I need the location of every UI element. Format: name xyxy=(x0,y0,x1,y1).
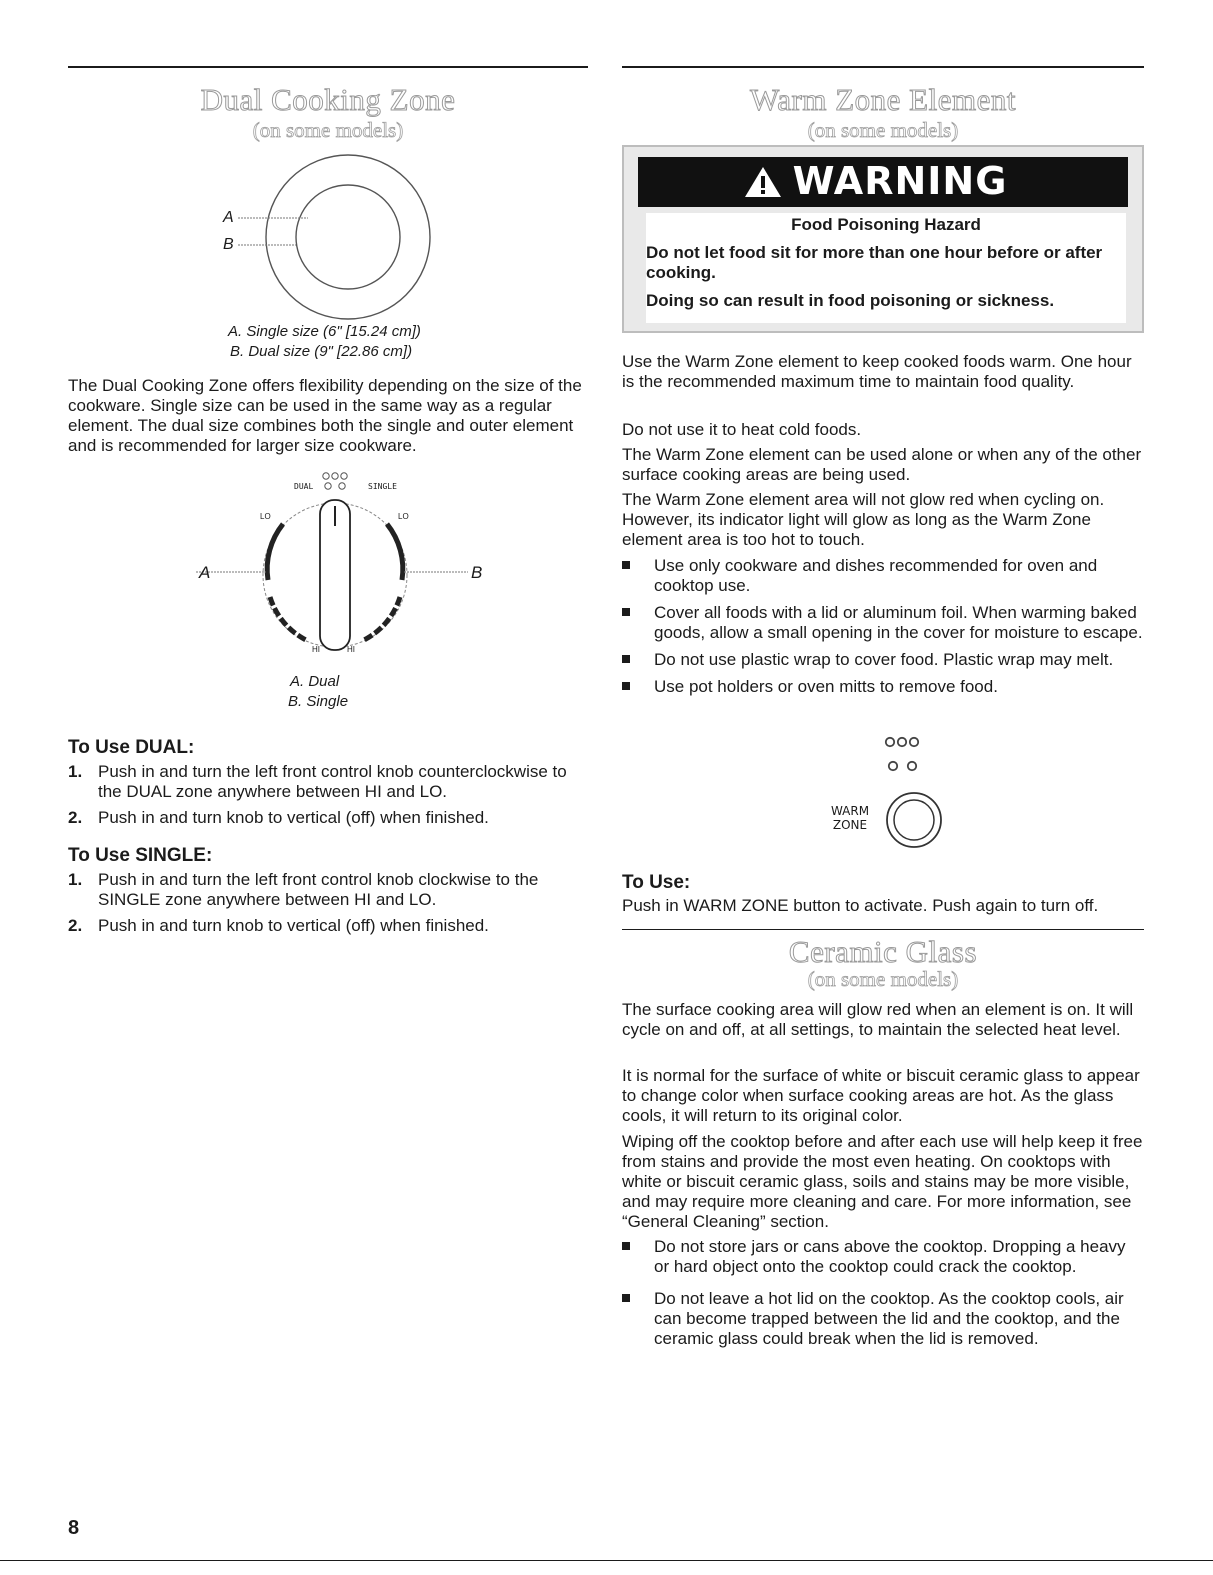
use-single-heading: To Use SINGLE: xyxy=(68,845,213,866)
warm-zone-figure xyxy=(872,734,952,854)
warm-zone-title: Warm Zone Element xyxy=(750,82,1016,117)
fig1-caption-a: A. Single size (6" [15.24 cm]) xyxy=(228,323,421,340)
section-divider xyxy=(622,929,1144,930)
section-divider xyxy=(622,66,1144,68)
footer-rule xyxy=(0,1560,1213,1561)
indicator-light-icon xyxy=(323,473,347,489)
warning-line-2: Doing so can result in food poisoning or sickness. xyxy=(646,291,1055,310)
warning-banner xyxy=(638,157,1128,207)
fig2-label-b: B xyxy=(471,563,483,582)
warm-paragraph-2: Do not use it to heat cold foods. xyxy=(622,420,862,439)
inner-element-circle xyxy=(296,185,400,289)
warm-paragraph-4: The Warm Zone element area will not glow red when cycling on. However, its indicator light will glow as long as the Warm Zone element area is too hot to touch. xyxy=(622,490,1105,549)
fig2-caption-b: B. Single xyxy=(288,693,349,710)
indicator-light-icon xyxy=(886,738,918,770)
warning-line-1: Do not let food sit for more than one hour before or after cooking. xyxy=(646,243,1103,282)
ceramic-glass-title: Ceramic Glass xyxy=(788,934,978,969)
to-use-heading: To Use: xyxy=(622,872,691,893)
to-use-text: Push in WARM ZONE button to activate. Push again to turn off. xyxy=(622,896,1099,915)
warm-paragraph-3: The Warm Zone element can be used alone or when any of the other surface cooking areas are being used. xyxy=(622,445,1142,484)
ceramic-glass-subtitle: (on some models) xyxy=(807,967,959,991)
list-item: Do not leave a hot lid on the cooktop. As the cooktop cools, air can become trapped between the lid and the cooktop, and the ceramic glass could break when the lid is removed. xyxy=(622,1289,1144,1349)
warm-paragraph-1: Use the Warm Zone element to keep cooked foods warm. One hour is the recommended maximum time to maintain food quality. xyxy=(622,352,1132,391)
ceramic-paragraph-3: Wiping off the cooktop before and after each use will help keep it free from stains and provide the most even heating. On cooktops with white or biscuit ceramic glass, soils and stains may be more visible, and may require more cleaning and care. For more information, see “General Cleaning” section. xyxy=(622,1132,1143,1231)
knob-label-single: SINGLE xyxy=(368,482,397,491)
ceramic-paragraph-2: It is normal for the surface of white or biscuit ceramic glass to appear to change color when surface cooking areas are hot. As the glass cools, it will return to its original color. xyxy=(622,1066,1140,1125)
warm-bullet-list xyxy=(622,556,1144,704)
dual-knob-figure xyxy=(188,462,488,672)
list-item: Use only cookware and dishes recommended for oven and cooktop use. xyxy=(622,556,1144,596)
warning-word: WARNING xyxy=(792,159,1008,203)
use-dual-heading: To Use DUAL: xyxy=(68,737,195,758)
dual-zone-title: Dual Cooking Zone xyxy=(200,82,456,117)
knob-label-lo-left: LO xyxy=(260,512,271,521)
list-item: Cover all foods with a lid or aluminum foil. When warming baked goods, allow a small opening in the cover for moisture to escape. xyxy=(622,603,1144,643)
list-item: 1. Push in and turn the left front control knob clockwise to the SINGLE zone anywhere between HI and LO. xyxy=(68,870,539,909)
ceramic-bullet-list xyxy=(622,1237,1144,1356)
use-single-steps xyxy=(68,870,588,942)
fig2-caption-a: A. Dual xyxy=(290,673,340,690)
warning-box xyxy=(622,145,1144,333)
fig1-label-b: B xyxy=(223,236,234,253)
list-item: Do not store jars or cans above the cooktop. Dropping a heavy or hard object onto the cooktop could crack the cooktop. xyxy=(622,1237,1144,1277)
fig2-label-a: A xyxy=(199,563,211,582)
knob-label-hi-right: HI xyxy=(347,645,355,654)
knob-label-lo-right: LO xyxy=(398,512,409,521)
fig1-label-a: A xyxy=(223,209,234,226)
dual-zone-element-figure xyxy=(208,152,448,327)
knob-label-hi-left: HI xyxy=(312,645,320,654)
page-number: 8 xyxy=(68,1517,80,1539)
warning-body xyxy=(646,213,1126,323)
warm-zone-subtitle: (on some models) xyxy=(807,118,959,142)
list-item: Do not use plastic wrap to cover food. Plastic wrap may melt. xyxy=(622,650,1144,670)
warm-zone-button-icon xyxy=(887,793,941,847)
list-item: 2. Push in and turn knob to vertical (off) when finished. xyxy=(68,808,489,827)
dual-zone-subtitle: (on some models) xyxy=(252,118,404,142)
outer-element-circle xyxy=(266,155,430,319)
knob-label-dual: DUAL xyxy=(294,482,314,491)
dual-zone-intro: The Dual Cooking Zone offers flexibility depending on the size of the cookware. Single size can be used in the same way as a regular element. The dual size combines both the single and outer element and is recommended for larger size cookware. xyxy=(68,376,582,455)
section-divider xyxy=(68,66,588,68)
warning-hazard: Food Poisoning Hazard xyxy=(791,215,981,234)
list-item: Use pot holders or oven mitts to remove food. xyxy=(622,677,1144,697)
warm-zone-button-label: WARM ZONE xyxy=(830,804,870,832)
list-item: 1. Push in and turn the left front control knob counterclockwise to the DUAL zone anywhere between HI and LO. xyxy=(68,762,567,801)
use-dual-steps xyxy=(68,762,588,834)
fig1-caption-b: B. Dual size (9" [22.86 cm]) xyxy=(230,343,413,360)
list-item: 2. Push in and turn knob to vertical (off) when finished. xyxy=(68,916,489,935)
ceramic-paragraph-1: The surface cooking area will glow red when an element is on. It will cycle on and off, at all settings, to maintain the selected heat level. xyxy=(622,1000,1134,1039)
